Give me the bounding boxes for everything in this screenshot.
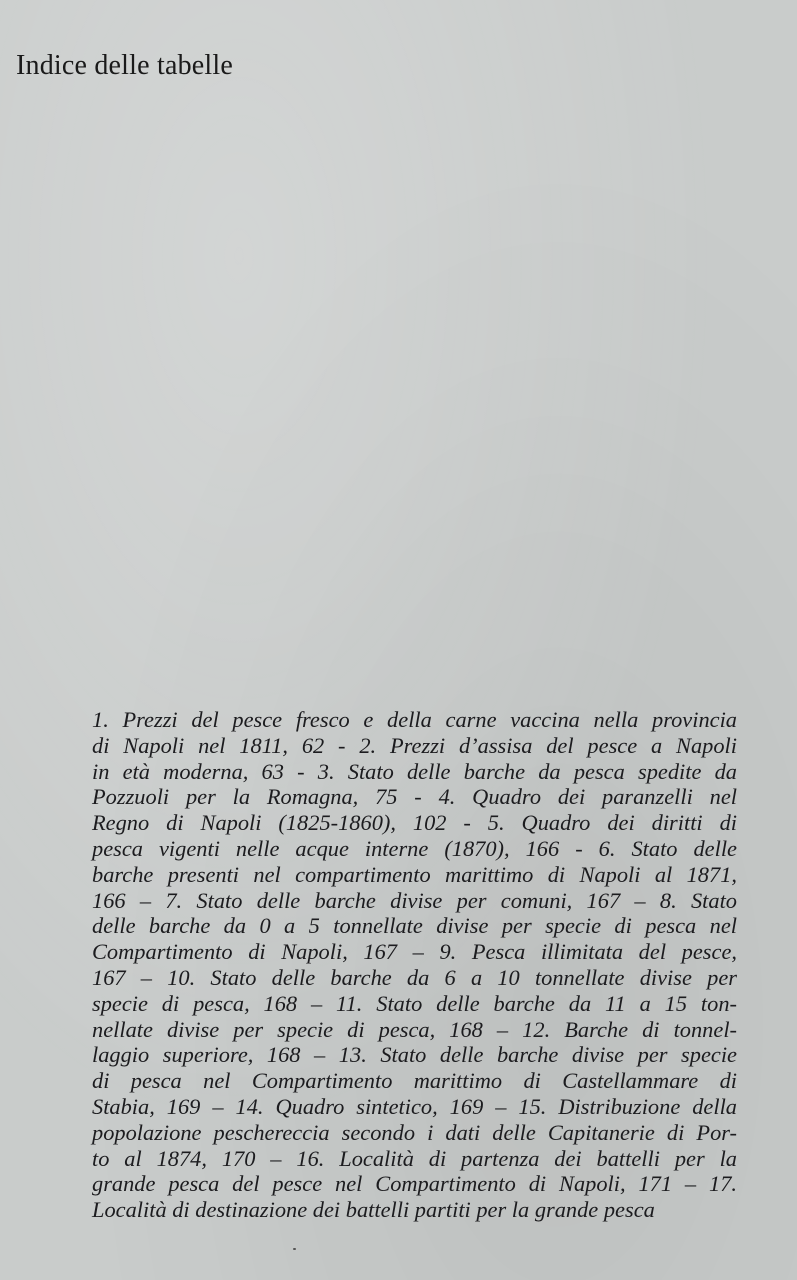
text-line: to al 1874, 170 – 16. Località di partenza dei battelli per la	[92, 1145, 737, 1171]
text-line: specie di pesca, 168 – 11. Stato delle barche da 11 a 15 ton-	[92, 990, 737, 1016]
table-index-text	[92, 707, 737, 1223]
text-line: laggio superiore, 168 – 13. Stato delle barche divise per specie	[92, 1042, 737, 1068]
text-line: nellate divise per specie di pesca, 168 – 12. Barche di tonnel-	[92, 1016, 737, 1042]
text-line: Pozzuoli per la Romagna, 75 - 4. Quadro dei paranzelli nel	[92, 784, 737, 810]
text-line: di Napoli nel 1811, 62 - 2. Prezzi d’assisa del pesce a Napoli	[92, 732, 737, 758]
text-line: in età moderna, 63 - 3. Stato delle barche da pesca spedite da	[92, 758, 737, 784]
text-line: pesca vigenti nelle acque interne (1870), 166 - 6. Stato delle	[92, 835, 737, 861]
text-line: barche presenti nel compartimento marittimo di Napoli al 1871,	[92, 861, 737, 887]
text-line: Stabia, 169 – 14. Quadro sintetico, 169 – 15. Distribuzione della	[92, 1093, 737, 1119]
text-line: delle barche da 0 a 5 tonnellate divise per specie di pesca nel	[92, 913, 737, 939]
text-line: 1. Prezzi del pesce fresco e della carne vaccina nella provincia	[92, 707, 737, 732]
text-line: grande pesca del pesce nel Compartimento di Napoli, 171 – 17.	[92, 1171, 737, 1197]
text-line: di pesca nel Compartimento marittimo di Castellammare di	[92, 1068, 737, 1094]
page-title: Indice delle tabelle	[16, 50, 233, 81]
text-line: Località di destinazione dei battelli partiti per la grande pesca	[92, 1197, 655, 1223]
bleed-through-text	[0, 0, 797, 206]
text-line: popolazione peschereccia secondo i dati delle Capitanerie di Por-	[92, 1119, 737, 1145]
text-line: 166 – 7. Stato delle barche divise per comuni, 167 – 8. Stato	[92, 887, 737, 913]
text-line: Regno di Napoli (1825-1860), 102 - 5. Quadro dei diritti di	[92, 810, 737, 836]
text-line: 167 – 10. Stato delle barche da 6 a 10 tonnellate divise per	[92, 964, 737, 990]
page-mark	[293, 1248, 296, 1250]
text-line: Compartimento di Napoli, 167 – 9. Pesca illimitata del pesce,	[92, 939, 737, 965]
